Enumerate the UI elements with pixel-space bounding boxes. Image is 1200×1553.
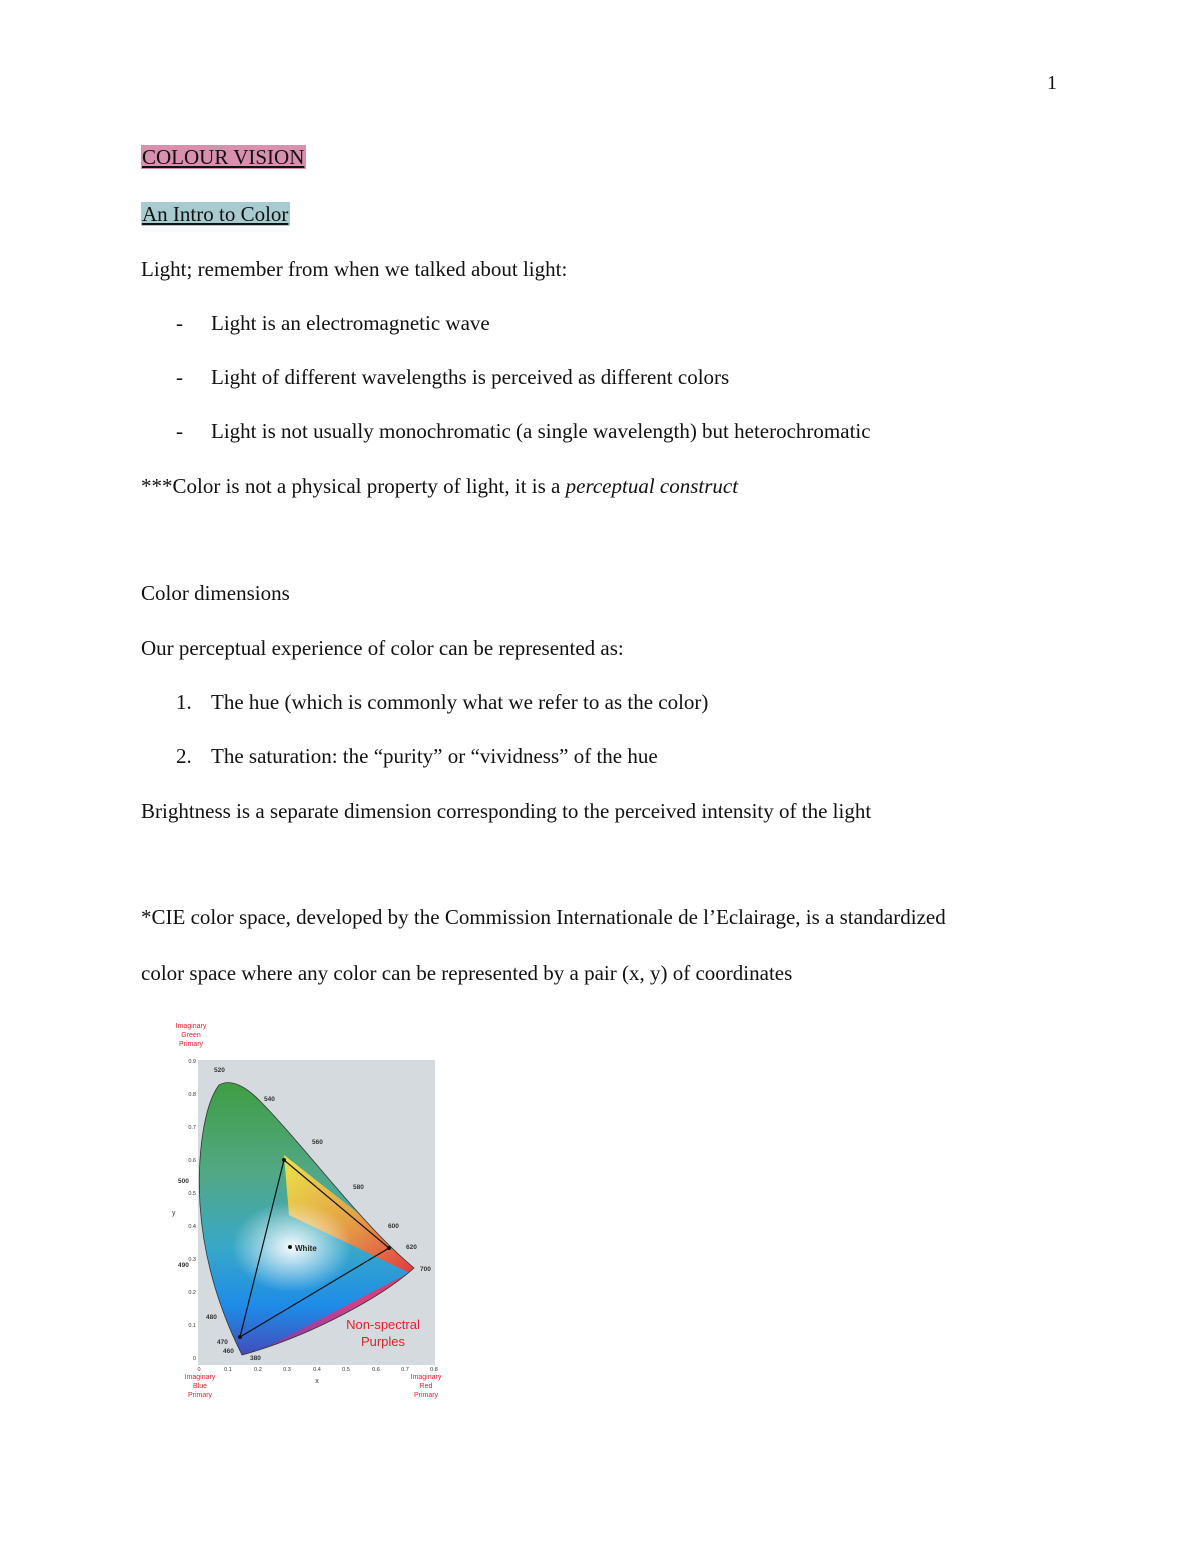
document-title-text: COLOUR VISION (142, 145, 305, 169)
svg-text:520: 520 (214, 1067, 225, 1074)
key-note-emphasis: perceptual construct (565, 474, 739, 498)
svg-text:0: 0 (197, 1367, 201, 1373)
y-axis-ticks (188, 1059, 196, 1362)
white-point (288, 1245, 292, 1249)
svg-text:Blue: Blue (192, 1383, 208, 1390)
svg-text:460: 460 (223, 1348, 234, 1355)
svg-text:0.6: 0.6 (188, 1158, 196, 1164)
svg-text:0.5: 0.5 (188, 1191, 196, 1197)
cie-paragraph-line: color space where any color can be represented by a pair (x, y) of coordinates (141, 961, 793, 985)
svg-text:Imaginary: Imaginary (175, 1023, 207, 1030)
svg-text:540: 540 (264, 1096, 275, 1103)
list-number: 1. (176, 690, 192, 714)
svg-text:0.2: 0.2 (254, 1367, 262, 1373)
svg-text:480: 480 (206, 1314, 217, 1321)
svg-text:0.2: 0.2 (188, 1290, 196, 1296)
list-item: The saturation: the “purity” or “vividness” of the hue (211, 744, 658, 768)
svg-text:470: 470 (217, 1339, 228, 1346)
brightness-paragraph: Brightness is a separate dimension corresponding to the perceived intensity of the light (141, 799, 872, 823)
y-axis-label: y (172, 1210, 176, 1217)
x-axis-ticks (197, 1367, 437, 1373)
svg-text:Non-spectral: Non-spectral (346, 1317, 420, 1332)
svg-text:600: 600 (388, 1223, 399, 1230)
svg-text:0.1: 0.1 (188, 1323, 196, 1329)
svg-text:0.4: 0.4 (313, 1367, 321, 1373)
svg-text:0.7: 0.7 (401, 1367, 409, 1373)
svg-text:0.3: 0.3 (188, 1257, 196, 1263)
svg-text:0.9: 0.9 (188, 1059, 196, 1065)
svg-text:500: 500 (178, 1178, 189, 1185)
svg-text:700: 700 (420, 1266, 431, 1273)
white-label: White (295, 1244, 317, 1253)
svg-text:0.8: 0.8 (430, 1367, 438, 1373)
svg-text:Green: Green (181, 1032, 201, 1039)
bullet-marker: - (176, 311, 183, 335)
x-axis-label: x (315, 1378, 319, 1385)
section-heading: Color dimensions (141, 581, 290, 605)
section-subtitle-text: An Intro to Color (142, 202, 289, 226)
cie-chromaticity-diagram (164, 1015, 454, 1405)
page-number: 1 (1047, 72, 1057, 94)
cie-paragraph-line: *CIE color space, developed by the Commission Internationale de l’Eclairage, is a standardized (141, 905, 946, 929)
svg-text:0.3: 0.3 (283, 1367, 291, 1373)
svg-text:0.7: 0.7 (188, 1125, 196, 1131)
svg-text:560: 560 (312, 1139, 323, 1146)
bullet-item: Light is an electromagnetic wave (211, 311, 490, 335)
svg-text:580: 580 (353, 1184, 364, 1191)
svg-text:Primary: Primary (178, 1041, 204, 1048)
svg-text:620: 620 (406, 1244, 417, 1251)
svg-text:0.1: 0.1 (224, 1367, 232, 1373)
list-number: 2. (176, 744, 192, 768)
svg-text:0.8: 0.8 (188, 1092, 196, 1098)
svg-text:0: 0 (192, 1356, 196, 1362)
svg-text:Purples: Purples (360, 1334, 406, 1349)
bullet-marker: - (176, 419, 183, 443)
svg-text:0.4: 0.4 (188, 1224, 196, 1230)
section-lead: Our perceptual experience of color can be represented as: (141, 636, 624, 660)
key-note (141, 473, 738, 499)
intro-paragraph: Light; remember from when we talked about light: (141, 257, 568, 281)
svg-text:0.6: 0.6 (372, 1367, 380, 1373)
svg-text:Primary: Primary (413, 1392, 439, 1399)
bullet-item: Light of different wavelengths is perceived as different colors (211, 365, 730, 389)
svg-text:Imaginary: Imaginary (184, 1374, 216, 1381)
bullet-marker: - (176, 365, 183, 389)
section-subtitle (141, 201, 290, 227)
svg-text:Primary: Primary (187, 1392, 213, 1399)
bullet-item: Light is not usually monochromatic (a single wavelength) but heterochromatic (211, 419, 871, 443)
svg-text:Imaginary: Imaginary (410, 1374, 442, 1381)
svg-text:490: 490 (178, 1262, 189, 1269)
list-item: The hue (which is commonly what we refer to as the color) (211, 690, 709, 714)
imaginary-red-label (411, 1374, 442, 1399)
svg-text:380: 380 (250, 1355, 261, 1362)
imaginary-blue-label (185, 1374, 216, 1399)
svg-text:0.5: 0.5 (342, 1367, 350, 1373)
document-title (141, 144, 306, 170)
imaginary-green-label (176, 1023, 207, 1048)
svg-text:Red: Red (419, 1383, 433, 1390)
key-note-text: ***Color is not a physical property of light, it is a (141, 474, 566, 498)
